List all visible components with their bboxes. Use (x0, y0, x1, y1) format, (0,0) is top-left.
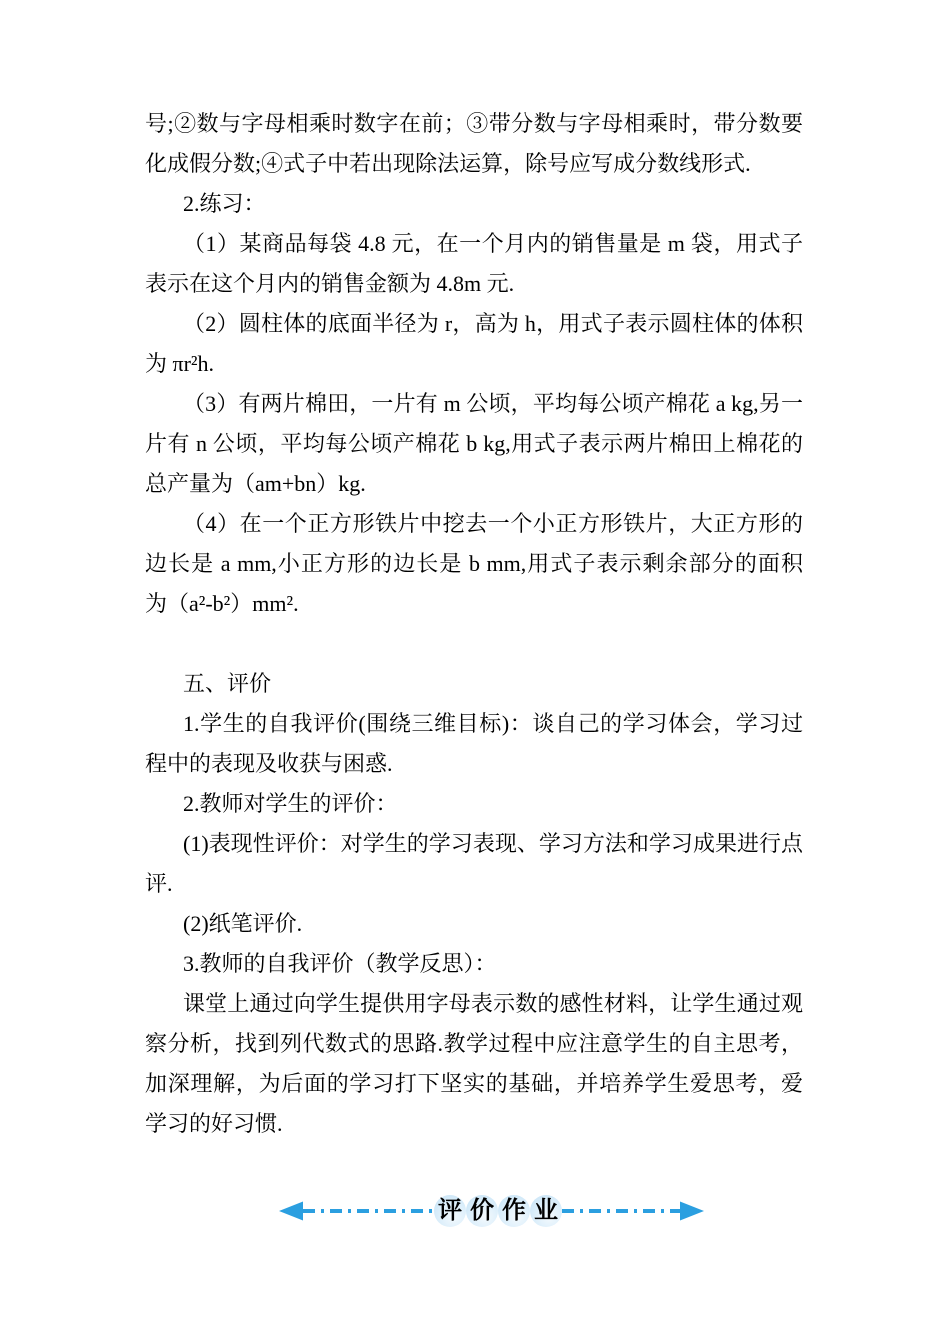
text-line: （4）在一个正方形铁片中挖去一个小正方形铁片，大正方形的 (183, 511, 803, 536)
document-body (145, 104, 803, 1144)
text-line: 片有 n 公顷，平均每公顷产棉花 b kg,用式子表示两片棉田上棉花的 (145, 431, 803, 456)
text-line: 学习的好习惯. (145, 1111, 283, 1136)
text-line: (1)表现性评价：对学生的学习表现、学习方法和学习成果进行点 (183, 831, 803, 856)
banner-char: 价 (466, 1195, 498, 1227)
text-line: 化成假分数;④式子中若出现除法运算，除号应写成分数线形式. (145, 151, 751, 176)
section-banner (0, 1185, 950, 1241)
text-line: 程中的表现及收获与困惑. (145, 751, 393, 776)
text-line: 为（a²-b²）mm². (145, 591, 299, 616)
text-line: （1）某商品每袋 4.8 元，在一个月内的销售量是 m 袋，用式子 (183, 231, 803, 256)
text-line: 1.学生的自我评价(围绕三维目标)：谈自己的学习体会，学习过 (183, 711, 803, 736)
banner-title (434, 1195, 562, 1227)
text-line: 察分析，找到列代数式的思路.教学过程中应注意学生的自主思考， (145, 1031, 803, 1056)
text-line: 总产量为（am+bn）kg. (145, 471, 366, 496)
text-line: 课堂上通过向学生提供用字母表示数的感性材料，让学生通过观 (183, 991, 803, 1016)
right-arrow-icon (562, 1202, 704, 1221)
banner-char: 作 (498, 1195, 530, 1227)
blank-line (145, 624, 803, 664)
text-line: 表示在这个月内的销售金额为 4.8m 元. (145, 271, 515, 296)
left-arrow-icon (279, 1202, 436, 1221)
text-line: 3.教师的自我评价（教学反思）： (183, 951, 497, 976)
text-line: (2)纸笔评价. (183, 911, 303, 936)
text-line: 边长是 a mm,小正方形的边长是 b mm,用式子表示剩余部分的面积 (145, 551, 803, 576)
banner-char: 评 (434, 1195, 466, 1227)
text-line: （3）有两片棉田，一片有 m 公顷，平均每公顷产棉花 a kg,另一 (183, 391, 803, 416)
text-line: 加深理解，为后面的学习打下坚实的基础，并培养学生爱思考，爱 (145, 1071, 803, 1096)
text-line: 2.教师对学生的评价： (183, 791, 398, 816)
banner-char: 业 (530, 1195, 562, 1227)
text-line: 为 πr²h. (145, 351, 215, 376)
text-line: 2.练习： (183, 191, 266, 216)
text-line: 五、评价 (183, 671, 272, 696)
text-line: （2）圆柱体的底面半径为 r，高为 h，用式子表示圆柱体的体积 (183, 311, 803, 336)
text-line: 号;②数与字母相乘时数字在前；③带分数与字母相乘时，带分数要 (145, 111, 803, 136)
text-line: 评. (145, 871, 173, 896)
